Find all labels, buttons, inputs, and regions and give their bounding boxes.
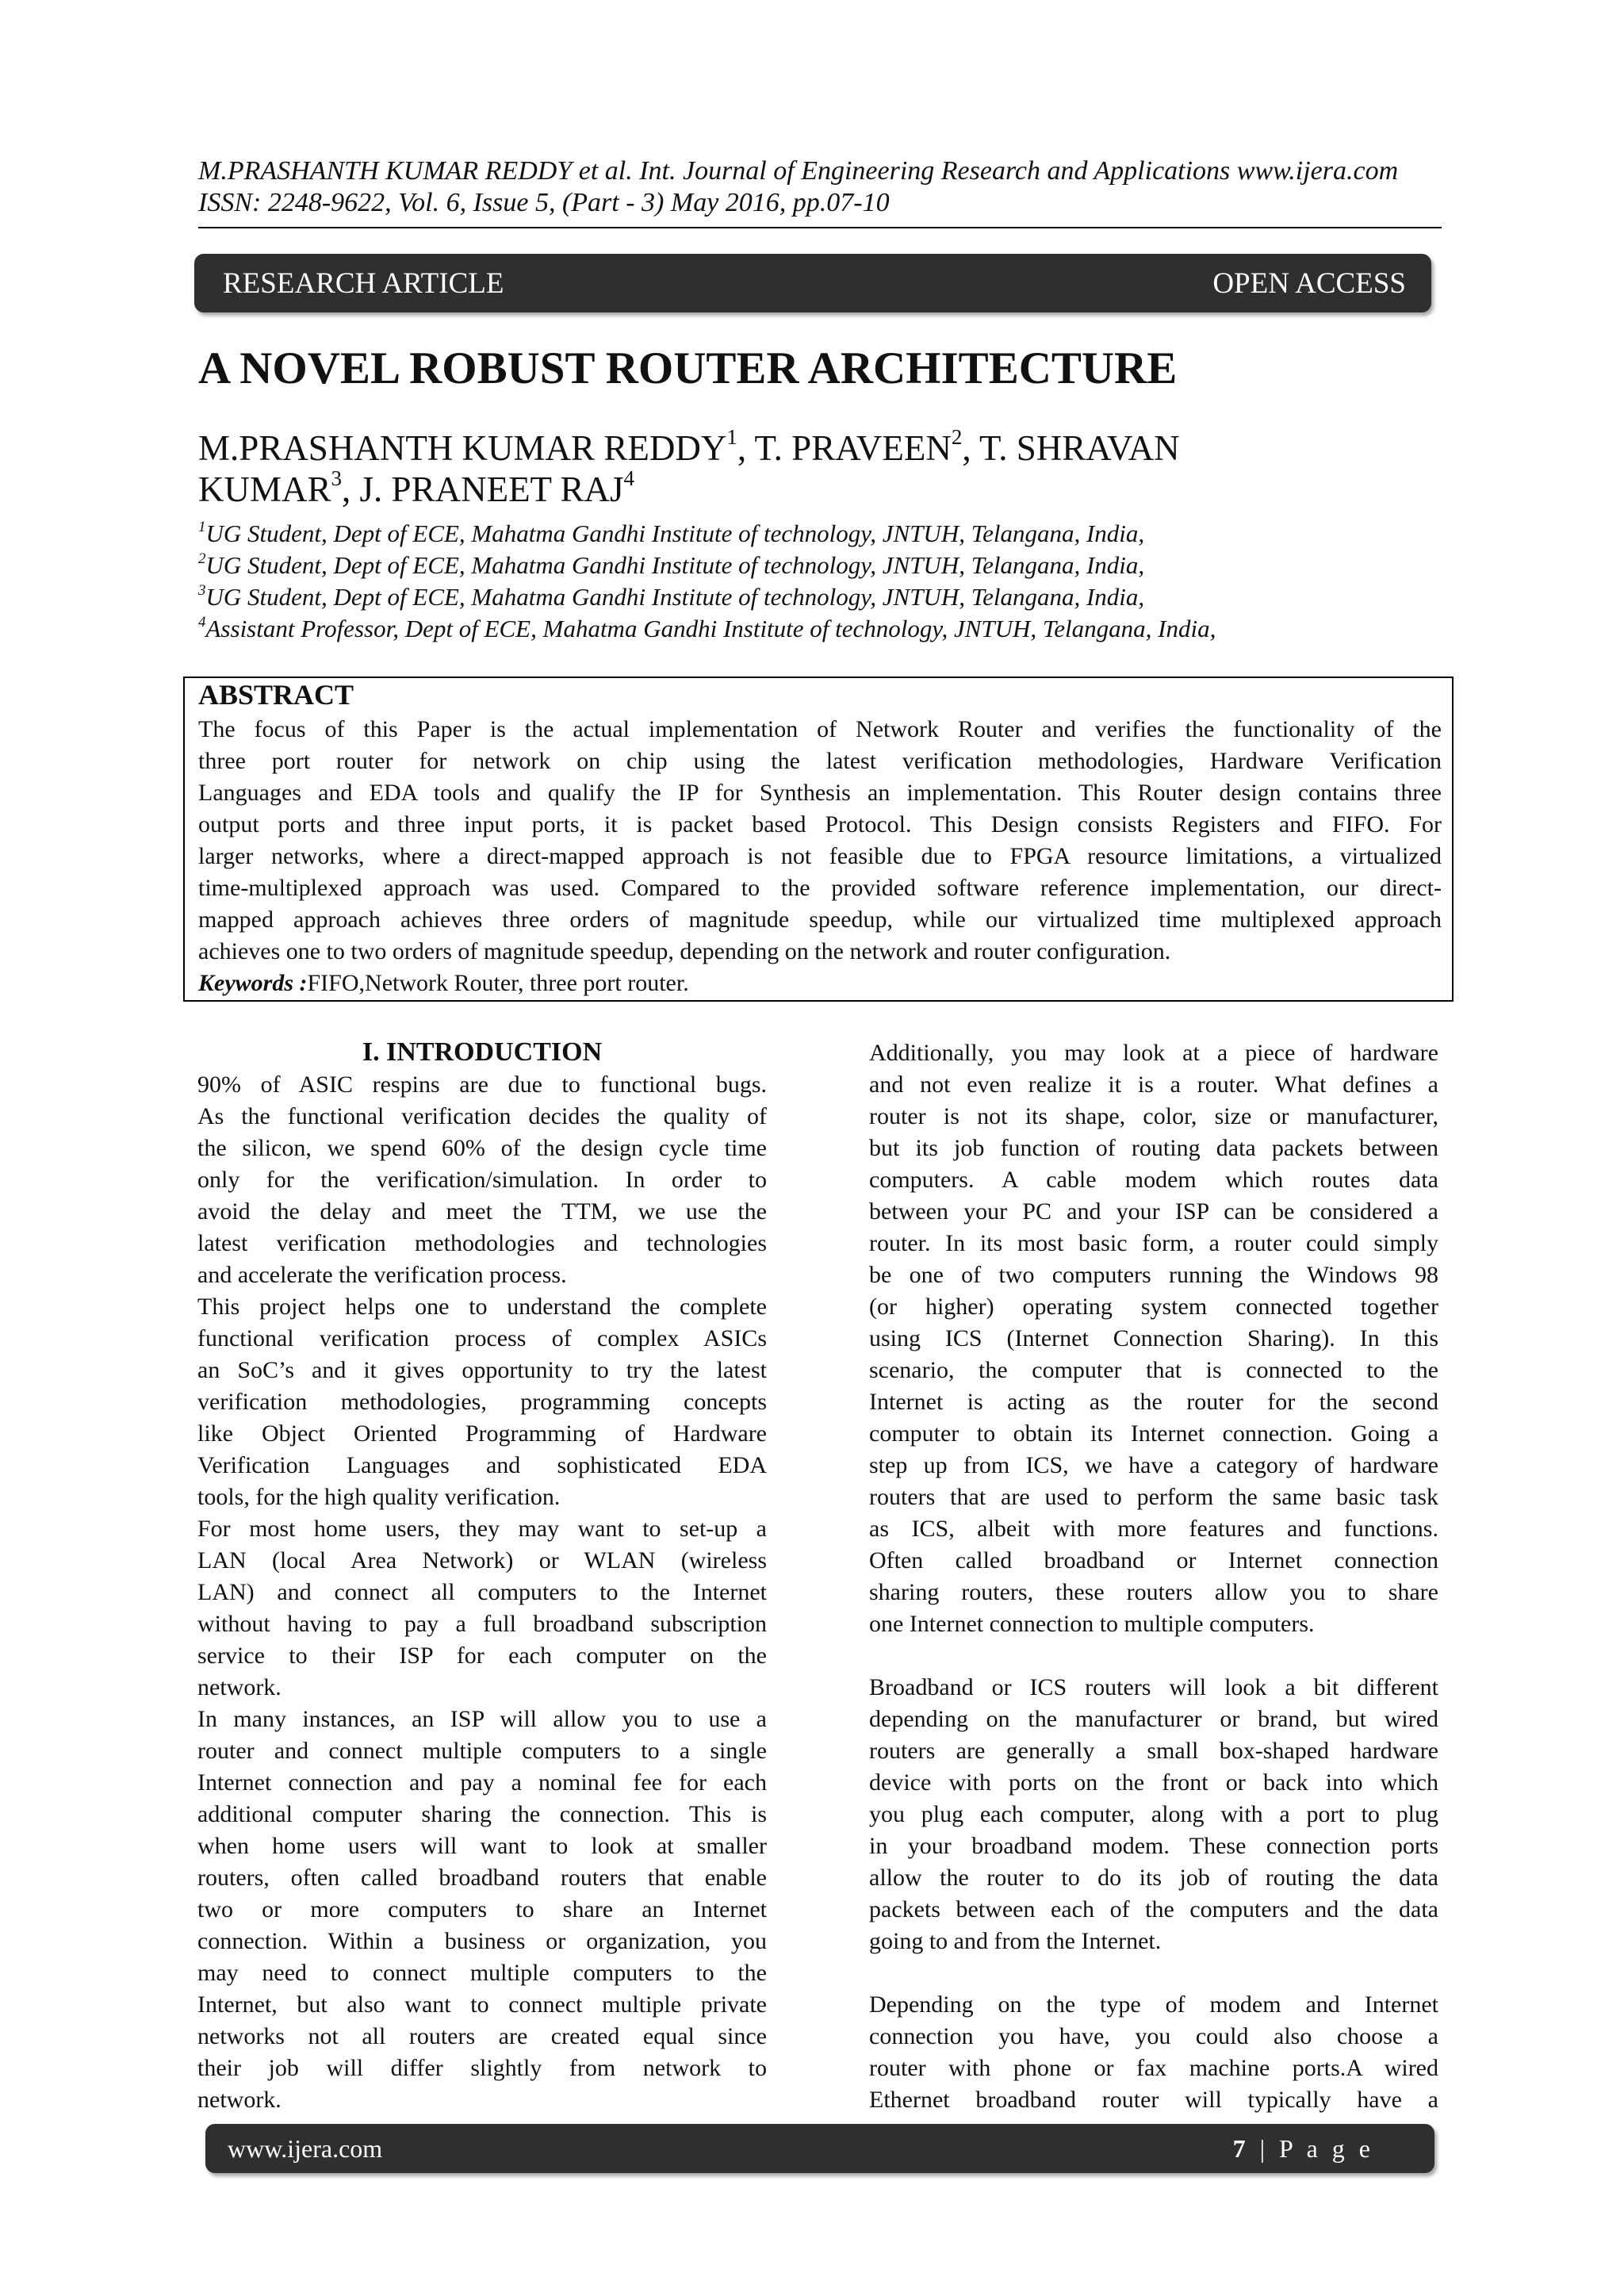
left-column-line: two or more computers to share an Internet <box>197 1896 767 1922</box>
keywords-line <box>198 968 1442 999</box>
affiliation-3 <box>198 582 1144 611</box>
right-column-line: using ICS (Internet Connection Sharing). In this <box>869 1325 1438 1351</box>
left-column-line: an SoC’s and it gives opportunity to try the latest <box>197 1357 767 1383</box>
page-label: | P a g e <box>1249 2134 1374 2163</box>
author-sup: 2 <box>951 425 963 449</box>
left-column-line: This project helps one to understand the complete <box>197 1294 767 1320</box>
right-column-line: one Internet connection to multiple computers. <box>869 1611 1315 1637</box>
article-type-banner <box>194 254 1431 312</box>
right-column-line: depending on the manufacturer or brand, but wired <box>869 1706 1438 1732</box>
keywords-text: FIFO,Network Router, three port router. <box>307 970 689 996</box>
left-column-line: when home users will want to look at smaller <box>197 1833 767 1859</box>
abstract-heading: ABSTRACT <box>198 679 354 711</box>
left-column-line: like Object Oriented Programming of Hardware <box>197 1420 767 1447</box>
left-column-line: tools, for the high quality verification. <box>197 1484 561 1510</box>
right-column-line: router with phone or fax machine ports.A wired <box>869 2055 1438 2081</box>
right-column-line: going to and from the Internet. <box>869 1928 1162 1954</box>
author-name: , T. SHRAVAN <box>962 428 1180 468</box>
affiliation-4 <box>198 614 1216 643</box>
left-column-line: For most home users, they may want to set-up a <box>197 1516 767 1542</box>
left-column-line: As the functional verification decides the quality of <box>197 1103 767 1129</box>
left-column-line: Internet, but also want to connect multiple private <box>197 1991 767 2018</box>
affiliation-text: UG Student, Dept of ECE, Mahatma Gandhi Institute of technology, JNTUH, Telangana, India, <box>205 551 1145 579</box>
right-column-line: connection you have, you could also choose a <box>869 2023 1438 2049</box>
right-column-line: sharing routers, these routers allow you to share <box>869 1579 1438 1605</box>
left-column-line: LAN (local Area Network) or WLAN (wireless <box>197 1547 767 1573</box>
right-column-line: as ICS, albeit with more features and functions. <box>869 1516 1438 1542</box>
right-column-line: be one of two computers running the Windows 98 <box>869 1262 1438 1288</box>
abstract-line: larger networks, where a direct-mapped approach is not feasible due to FPGA resource limitations, a virtualized <box>198 843 1442 869</box>
right-column-line: device with ports on the front or back into which <box>869 1769 1438 1796</box>
right-column-line: router is not its shape, color, size or manufacturer, <box>869 1103 1438 1129</box>
right-column-line: Often called broadband or Internet connection <box>869 1547 1438 1573</box>
issn-line: ISSN: 2248-9622, Vol. 6, Issue 5, (Part - 3) May 2016, pp.07-10 <box>198 188 890 217</box>
left-column-line: LAN) and connect all computers to the Internet <box>197 1579 767 1605</box>
right-column-line: you plug each computer, along with a port to plug <box>869 1801 1438 1827</box>
journal-citation-line: M.PRASHANTH KUMAR REDDY et al. Int. Journal of Engineering Research and Applications www.ijera.com <box>198 156 1399 186</box>
abstract-line: achieves one to two orders of magnitude speedup, depending on the network and router configuration. <box>198 938 1171 964</box>
abstract-line: mapped approach achieves three orders of magnitude speedup, while our virtualized time multiplexed approach <box>198 907 1442 933</box>
footer-site: www.ijera.com <box>228 2134 383 2163</box>
right-column-line: Ethernet broadband router will typically have a <box>869 2087 1438 2113</box>
footer-page <box>1233 2134 1374 2164</box>
right-column-line: routers that are used to perform the same basic task <box>869 1484 1438 1510</box>
left-column-line: avoid the delay and meet the TTM, we use the <box>197 1198 767 1225</box>
abstract-line: The focus of this Paper is the actual implementation of Network Router and verifies the functionality of the <box>198 716 1442 742</box>
left-column-line: verification methodologies, programming concepts <box>197 1389 767 1415</box>
left-column-line: only for the verification/simulation. In order to <box>197 1167 767 1193</box>
abstract-line: output ports and three input ports, it is packet based Protocol. This Design consists Registers and FIFO. For <box>198 811 1442 838</box>
right-column-line: Depending on the type of modem and Internet <box>869 1991 1438 2018</box>
right-column-line: computers. A cable modem which routes data <box>869 1167 1438 1193</box>
abstract-line: three port router for network on chip using the latest verification methodologies, Hardware Verification <box>198 748 1442 774</box>
author-name: , J. PRANEET RAJ <box>342 470 624 509</box>
left-column-line: service to their ISP for each computer on the <box>197 1642 767 1669</box>
author-line-2 <box>198 466 635 509</box>
right-column-line: allow the router to do its job of routing the data <box>869 1865 1438 1891</box>
left-column-line: functional verification process of complex ASICs <box>197 1325 767 1351</box>
left-column-line: network. <box>197 2087 282 2113</box>
left-column-line: their job will differ slightly from network to <box>197 2055 767 2081</box>
author-line-1 <box>198 425 1180 468</box>
right-column-line: step up from ICS, we have a category of hardware <box>869 1452 1438 1478</box>
abstract-line: Languages and EDA tools and qualify the IP for Synthesis an implementation. This Router design contains three <box>198 780 1442 806</box>
left-column-line: networks not all routers are created equal since <box>197 2023 767 2049</box>
left-column-line: 90% of ASIC respins are due to functional bugs. <box>197 1071 767 1098</box>
right-column-line: computer to obtain its Internet connection. Going a <box>869 1420 1438 1447</box>
footer-banner <box>205 2124 1434 2173</box>
left-column-line: router and connect multiple computers to a single <box>197 1738 767 1764</box>
research-article-label: RESEARCH ARTICLE <box>223 267 504 300</box>
left-column-line: routers, often called broadband routers that enable <box>197 1865 767 1891</box>
section-heading-introduction: I. INTRODUCTION <box>362 1037 603 1067</box>
author-sup: 1 <box>726 425 737 449</box>
left-column-line: connection. Within a business or organization, you <box>197 1928 767 1954</box>
author-sup: 3 <box>331 466 343 490</box>
left-column-line: may need to connect multiple computers to the <box>197 1960 767 1986</box>
left-column-line: network. <box>197 1674 282 1700</box>
left-column-line: In many instances, an ISP will allow you to use a <box>197 1706 767 1732</box>
right-column-line: Additionally, you may look at a piece of hardware <box>869 1040 1438 1066</box>
right-column-line: between your PC and your ISP can be considered a <box>869 1198 1438 1225</box>
affiliation-sup: 4 <box>198 614 206 631</box>
left-column-line: and accelerate the verification process. <box>197 1262 567 1288</box>
author-name: KUMAR <box>198 470 331 509</box>
right-column-line: packets between each of the computers and the data <box>869 1896 1438 1922</box>
header-rule <box>198 227 1442 228</box>
affiliation-sup: 3 <box>198 582 206 599</box>
right-column-line: scenario, the computer that is connected to the <box>869 1357 1438 1383</box>
right-column-line: routers are generally a small box-shaped hardware <box>869 1738 1438 1764</box>
right-column-line: and not even realize it is a router. What defines a <box>869 1071 1438 1098</box>
affiliation-text: UG Student, Dept of ECE, Mahatma Gandhi Institute of technology, JNTUH, Telangana, India, <box>205 583 1145 611</box>
left-column-line: latest verification methodologies and technologies <box>197 1230 767 1256</box>
affiliation-text: UG Student, Dept of ECE, Mahatma Gandhi Institute of technology, JNTUH, Telangana, India, <box>205 519 1145 547</box>
affiliation-sup: 1 <box>198 519 206 535</box>
keywords-label: Keywords : <box>198 970 308 996</box>
page-number: 7 <box>1232 2134 1250 2163</box>
left-column-line: Internet connection and pay a nominal fee for each <box>197 1769 767 1796</box>
affiliation-sup: 2 <box>198 550 206 567</box>
right-column-line: in your broadband modem. These connection ports <box>869 1833 1438 1859</box>
left-column-line: additional computer sharing the connection. This is <box>197 1801 767 1827</box>
paper-title: A NOVEL ROBUST ROUTER ARCHITECTURE <box>198 343 1178 393</box>
affiliation-1 <box>198 519 1144 548</box>
affiliation-2 <box>198 550 1144 580</box>
left-column-line: without having to pay a full broadband subscription <box>197 1611 767 1637</box>
author-name: , T. PRAVEEN <box>737 428 952 468</box>
right-column-line: (or higher) operating system connected together <box>869 1294 1438 1320</box>
left-column-line: the silicon, we spend 60% of the design cycle time <box>197 1135 767 1161</box>
affiliation-text: Assistant Professor, Dept of ECE, Mahatma Gandhi Institute of technology, JNTUH, Telangana, India, <box>205 615 1216 642</box>
author-sup: 4 <box>623 466 635 490</box>
right-column-line: router. In its most basic form, a router could simply <box>869 1230 1438 1256</box>
open-access-label: OPEN ACCESS <box>1212 267 1406 300</box>
right-column-line: Broadband or ICS routers will look a bit different <box>869 1674 1438 1700</box>
right-column-line: but its job function of routing data packets between <box>869 1135 1438 1161</box>
author-name: M.PRASHANTH KUMAR REDDY <box>198 428 727 468</box>
left-column-line: Verification Languages and sophisticated EDA <box>197 1452 767 1478</box>
abstract-line: time-multiplexed approach was used. Compared to the provided software reference implementation, our direct- <box>198 875 1442 901</box>
right-column-line: Internet is acting as the router for the second <box>869 1389 1438 1415</box>
